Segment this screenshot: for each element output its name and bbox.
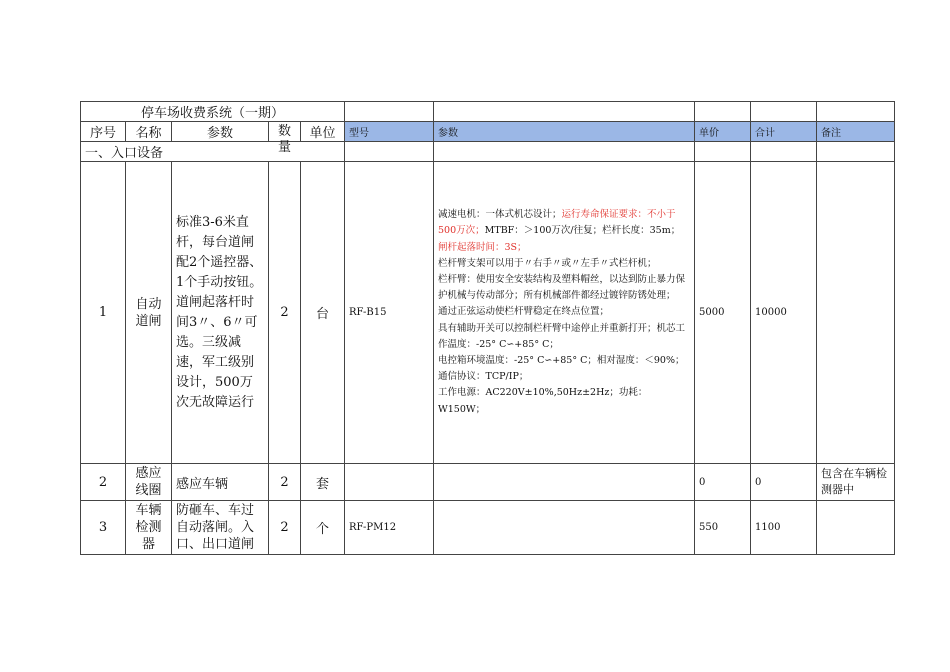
row-total: 10000 — [751, 162, 817, 464]
quote-table — [80, 101, 895, 555]
param-motor: 减速电机：一体式机芯设计； — [438, 209, 562, 221]
title-row — [81, 102, 895, 122]
header-name: 名称 — [126, 122, 172, 142]
param-arm: 栏杆臂：使用安全安装结构及塑料帽丝，以达到防止暴力保护机械与传动部分；所有机械部件都经过镀锌防锈处理； — [438, 273, 686, 302]
param-lift-time: 闸杆起落时间：3S； — [438, 241, 527, 253]
header-row — [81, 122, 895, 142]
section-row — [81, 142, 895, 162]
row-qty: 2 — [269, 162, 301, 464]
row-seq: 2 — [81, 464, 126, 501]
row-qty: 2 — [269, 464, 301, 501]
row-note: 包含在车辆检测器中 — [817, 464, 895, 501]
header-param2: 参数 — [434, 122, 695, 142]
header-param: 参数 — [172, 122, 269, 142]
row-note — [817, 162, 895, 464]
param-sine-motion: 通过正弦运动使栏杆臂稳定在终点位置； — [438, 306, 610, 318]
header-price: 单价 — [695, 122, 751, 142]
param-bracket: 栏杆臂支架可以用于〃右手〃或〃左手〃式栏杆机； — [438, 257, 657, 269]
param-box-env: 电控箱环境温度：-25° C∽+85° C；相对湿度：＜90%； — [438, 355, 685, 366]
row-desc: 标准3-6米直杆，每台道闸配2个遥控器、1个手动按钮。道闸起落杆时间3〃、6〃可选。三级减速，军工级别设计，500万次无故障运行 — [172, 162, 269, 464]
row-price: 5000 — [695, 162, 751, 464]
row-name: 车辆检测器 — [126, 501, 172, 555]
row-note — [817, 501, 895, 555]
row-seq: 3 — [81, 501, 126, 555]
row-name: 自动道闸 — [126, 162, 172, 464]
row-price: 0 — [695, 464, 751, 501]
row-qty: 2 — [269, 501, 301, 555]
table-title: 停车场收费系统（一期） — [81, 102, 345, 122]
param-mtbf: MTBF：＞100万次/往复；栏杆长度：35m； — [484, 225, 681, 237]
row-unit: 个 — [301, 501, 345, 555]
row-desc: 感应车辆 — [172, 464, 269, 501]
header-unit: 单位 — [301, 122, 345, 142]
header-note: 备注 — [817, 122, 895, 142]
row-name: 感应线圈 — [126, 464, 172, 501]
row-price: 550 — [695, 501, 751, 555]
table-row — [81, 464, 895, 501]
row-unit: 台 — [301, 162, 345, 464]
row-model: RF-B15 — [345, 162, 434, 464]
row-model — [345, 464, 434, 501]
row-params — [434, 162, 695, 464]
row-total: 1100 — [751, 501, 817, 555]
param-power: 工作电源：AC220V±10%,50Hz±2Hz；功耗：W150W； — [438, 387, 648, 415]
header-total: 合计 — [751, 122, 817, 142]
header-seq: 序号 — [81, 122, 126, 142]
row-unit: 套 — [301, 464, 345, 501]
param-life-requirement: 运行寿命保证要求：不小于500万次； — [438, 209, 676, 237]
row-total: 0 — [751, 464, 817, 501]
header-qty: 数量 — [277, 123, 291, 155]
param-aux-switch: 具有辅助开关可以控制栏杆臂中途停止并重新打开；机芯工作温度：-25° C∽+85° C； — [438, 322, 686, 350]
param-protocol: 通信协议：TCP/IP； — [438, 371, 529, 383]
row-seq: 1 — [81, 162, 126, 464]
header-model: 型号 — [345, 122, 434, 142]
table-row — [81, 162, 895, 464]
row-desc: 防砸车、车过自动落闸。入口、出口道闸 — [172, 501, 269, 555]
table-row — [81, 501, 895, 555]
section-title: 一、入口设备 — [81, 142, 345, 162]
row-model: RF-PM12 — [345, 501, 434, 555]
